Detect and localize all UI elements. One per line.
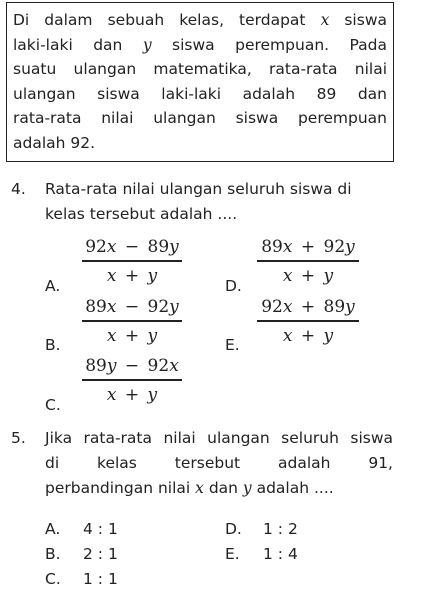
q5-option-d[interactable]: D. 1 : 2 <box>225 520 298 538</box>
intro-line-4: ulangan siswa laki-laki adalah 89 dan <box>13 84 387 103</box>
variable-y: y <box>242 479 252 497</box>
option-d-fraction[interactable]: 89x + 92y x + y <box>257 236 359 287</box>
option-c-fraction[interactable]: 89y − 92x x + y <box>82 355 182 406</box>
intro-line-2: laki-laki dan y siswa perempuan. Pada <box>13 35 387 54</box>
fraction-bar <box>257 260 359 262</box>
fraction-bar <box>82 260 182 262</box>
intro-line-1: Di dalam sebuah kelas, terdapat x siswa <box>13 11 387 29</box>
intro-line-5: rata-rata nilai ulangan siswa perempuan <box>13 109 387 127</box>
fraction-bar <box>82 379 182 381</box>
option-e-letter[interactable]: E. <box>225 336 240 354</box>
question-number: 5. <box>11 429 26 447</box>
option-a-letter[interactable]: A. <box>45 277 61 295</box>
option-b-letter[interactable]: B. <box>45 336 61 354</box>
intro-line-6: adalah 92. <box>13 133 96 152</box>
variable-y: y <box>142 35 152 54</box>
question-4 <box>0 177 427 227</box>
q5-option-c[interactable]: C. 1 : 1 <box>45 570 118 588</box>
variable-x: x <box>320 11 330 29</box>
q5-option-e[interactable]: E. 1 : 4 <box>225 545 298 563</box>
problem-context-box <box>6 2 394 162</box>
option-c-letter[interactable]: C. <box>45 396 61 414</box>
variable-x: x <box>195 479 204 497</box>
q5-option-a[interactable]: A. 4 : 1 <box>45 520 118 538</box>
option-b-fraction[interactable]: 89x − 92y x + y <box>82 296 182 347</box>
fraction-bar <box>257 320 359 322</box>
question-text: Rata-rata nilai ulangan seluruh siswa di kelas tersebut adalah .... <box>45 180 352 223</box>
question-number: 4. <box>11 180 26 198</box>
option-a-fraction[interactable]: 92x − 89y x + y <box>82 236 182 287</box>
q5-option-b[interactable]: B. 2 : 1 <box>45 545 118 563</box>
fraction-bar <box>82 320 182 322</box>
option-e-fraction[interactable]: 92x + 89y x + y <box>257 296 359 347</box>
question-text: Jika rata-rata nilai ulangan seluruh siswa di kelas tersebut adalah 91, perbandingan nilai x dan y adalah .... <box>45 429 393 497</box>
option-d-letter[interactable]: D. <box>225 277 242 295</box>
intro-line-3: suatu ulangan matematika, rata-rata nilai <box>13 60 387 78</box>
question-5 <box>0 426 427 506</box>
